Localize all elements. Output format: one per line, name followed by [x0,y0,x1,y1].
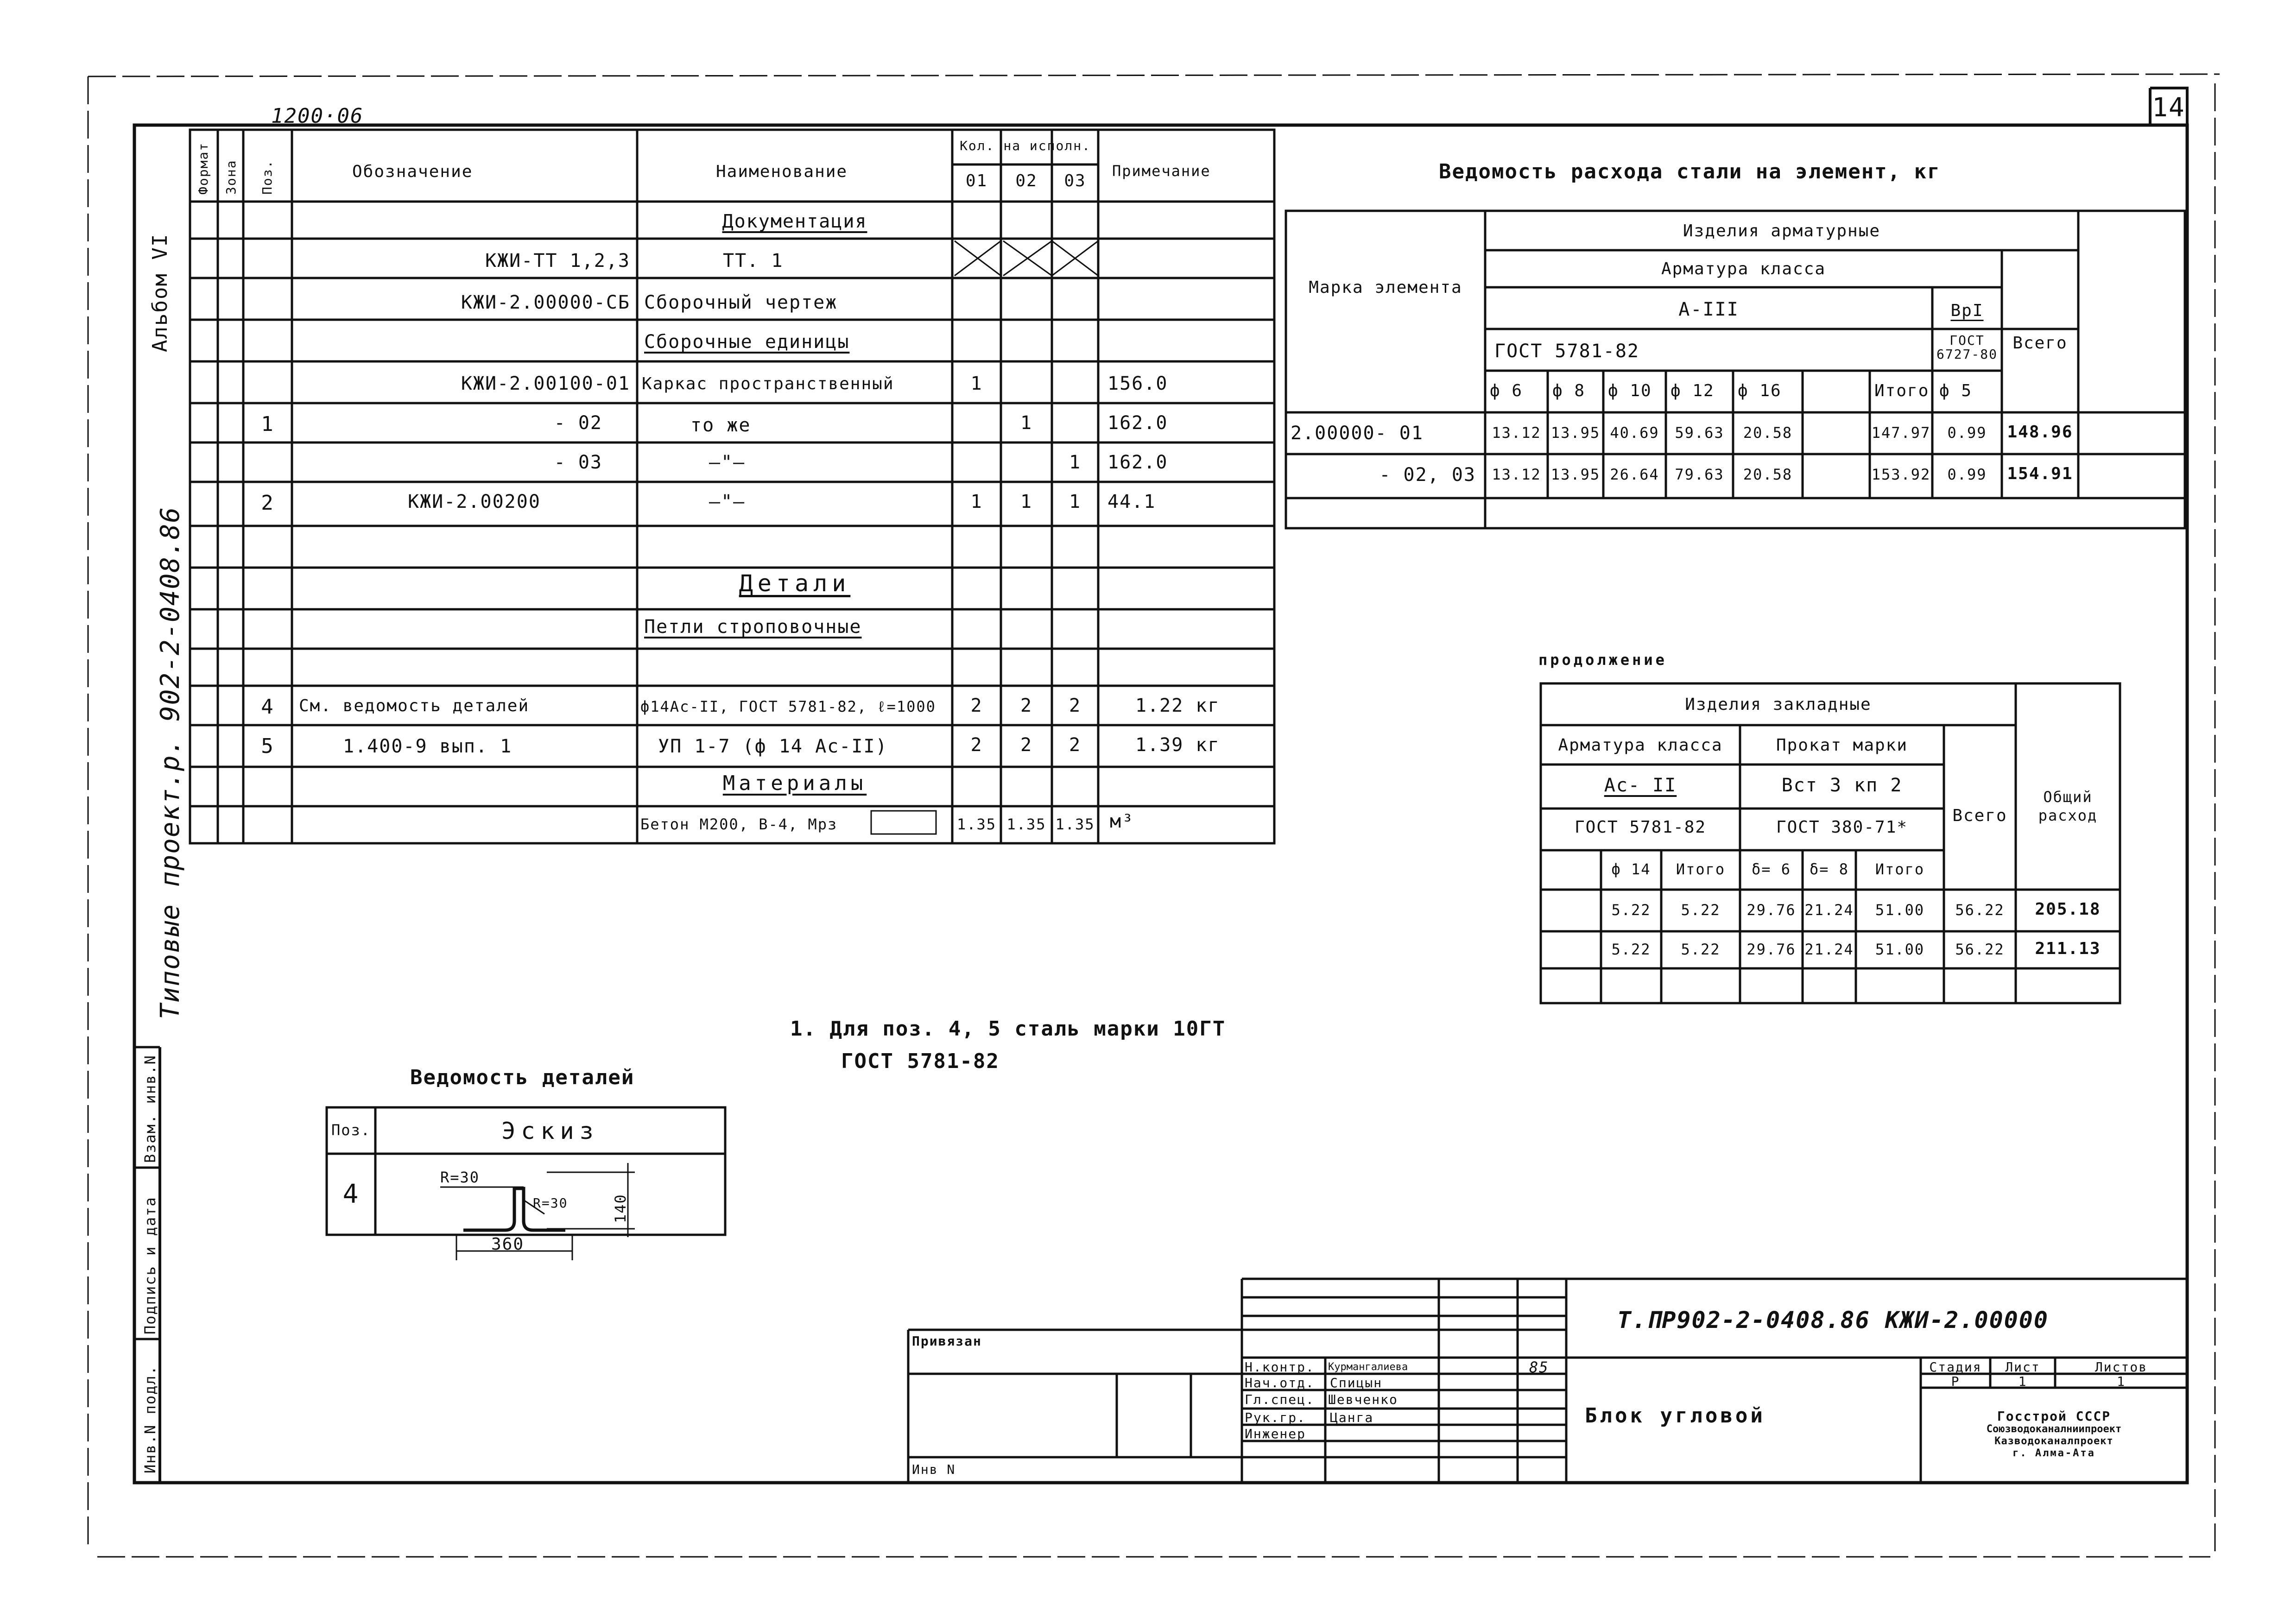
row-q3: 2 [1069,734,1082,756]
row-note: 162.0 [1107,452,1168,473]
role: Нач.отд. [1245,1375,1315,1390]
prokat-header: Прокат марки [1776,736,1908,755]
cell: 13.95 [1550,466,1601,483]
row-mark: 2.00000- 01 [1291,423,1424,444]
total-header: Всего [2012,334,2068,353]
row-designation: 1.400-9 вып. 1 [343,736,513,757]
row-q3: 2 [1069,695,1082,716]
cell: 51.00 [1875,901,1925,919]
gost-vr1: ГОСТ 6727-80 [1936,333,1998,362]
header-name: Наименование [716,162,848,181]
row-q1: 1 [970,491,983,512]
row-q2: 1 [1020,412,1033,434]
row-q3: 1 [1069,452,1082,473]
org-line: Госстрой СССР [1997,1409,2111,1424]
sheet-ref: 1200·06 [271,104,364,128]
cell: 13.95 [1550,424,1601,442]
row-q2: 1.35 [1006,815,1046,833]
row-designation: См. ведомость деталей [299,696,530,715]
row-name: Детали [739,570,851,597]
album-label: Альбом VI [148,233,172,352]
row-pos: 2 [261,491,274,515]
sheet-label: Лист [2005,1359,2040,1375]
row-pos: 1 [261,412,274,436]
row-name: Каркас пространственный [642,374,894,393]
col-header: δ= 6 [1751,860,1791,878]
cell: 40.69 [1610,424,1659,442]
armature-header: Арматура класса [1558,736,1723,755]
row-note: 156.0 [1107,373,1168,394]
grand-total-header: Общий расход [2038,788,2098,824]
row-name: ТТ. 1 [723,250,784,272]
role: Н.контр. [1245,1359,1315,1375]
row-designation: КЖИ-ТТ 1,2,3 [485,250,630,272]
sheet-value: 1 [2018,1374,2027,1389]
row-designation: - 02 [554,412,602,434]
header-format: Формат [196,142,211,195]
product-name: Блок угловой [1585,1404,1765,1428]
header-qty-01: 01 [965,171,988,190]
header-zone: Зона [223,159,239,195]
cell-total: 148.96 [2007,423,2073,442]
org-line: г. Алма-Ата [2012,1447,2095,1459]
cell-grand: 205.18 [2035,900,2101,919]
cell: 51.00 [1875,941,1925,958]
steel-grade: Вст 3 кп 2 [1781,775,1903,796]
replace-field: Взам. инв.N [141,1055,159,1163]
cell: 13.12 [1492,424,1541,442]
cell: 5.22 [1681,941,1721,958]
row-q1: 2 [970,734,983,756]
cell: 5.22 [1681,901,1721,919]
dim-w: 360 [491,1235,525,1254]
row-q2: 2 [1020,734,1033,756]
signature-field: Подпись и дата [141,1196,159,1334]
doc-code: Т.ПР902-2-0408.86 КЖИ-2.00000 [1617,1307,2049,1333]
header-designation: Обозначение [352,162,473,181]
row-q2: 2 [1020,695,1033,716]
cell: 21.24 [1804,941,1854,958]
person-name: Шевченко [1328,1392,1398,1407]
class-a3: А-III [1678,299,1739,320]
col-header: ф 10 [1608,381,1652,400]
cell: 147.97 [1871,424,1931,442]
row-note: 1.39 кг [1135,734,1220,756]
class-vr1: ВрI [1950,301,1984,320]
row-q1: 2 [970,695,983,716]
cell: 0.99 [1947,424,1987,442]
role: Инженер [1245,1426,1306,1441]
gost-a3: ГОСТ 5781-82 [1494,341,1639,362]
mark-header: Марка элемента [1309,278,1462,297]
dim-h: 140 [612,1194,629,1223]
dim-r2: R=30 [533,1195,568,1211]
stage-value: Р [1951,1374,1960,1389]
cell: 20.58 [1743,466,1793,483]
cell: 21.24 [1804,901,1854,919]
continuation-label: продолжение [1538,651,1667,669]
row-note: 1.22 кг [1135,695,1220,716]
row-q3: 1 [1069,491,1082,512]
col-header: Итого [1874,381,1930,400]
col-header: ф 12 [1671,381,1715,400]
sheets-value: 1 [2117,1374,2126,1389]
cell: 5.22 [1611,941,1651,958]
row-name: Бетон М200, В-4, Мрз [640,815,838,833]
cell: 0.99 [1947,466,1987,483]
note-line-1: 1. Для поз. 4, 5 сталь марки 10ГТ [790,1017,1226,1041]
row-q1: 1 [970,373,983,394]
row-designation: КЖИ-2.00200 [408,491,541,512]
person-name: Курмангалиева [1328,1361,1408,1373]
row-pos: 5 [261,734,274,758]
row-name: Сборочные единицы [644,331,850,353]
sheets-label: Листов [2094,1359,2148,1375]
row-name: Сборочный чертеж [644,292,838,313]
col-header: ф 16 [1738,381,1782,400]
note-line-2: ГОСТ 5781-82 [841,1049,1000,1073]
gost-as2: ГОСТ 5781-82 [1574,818,1707,837]
row-name: —"— [709,452,746,473]
cell: 26.64 [1610,466,1659,483]
col-header: ф 8 [1552,381,1586,400]
cell-total: 56.22 [1955,941,2005,958]
gost-prokat: ГОСТ 380-71* [1776,818,1908,837]
person-name: Спицын [1330,1375,1383,1390]
cell: 59.63 [1675,424,1724,442]
cell: 79.63 [1675,466,1724,483]
row-note: м³ [1110,811,1134,832]
row-name: Документация [722,211,867,232]
total-header: Всего [1952,806,2007,825]
steel-table-title: Ведомость расхода стали на элемент, кг [1439,160,1941,183]
cell-grand: 211.13 [2035,939,2101,958]
cell-total: 154.91 [2007,464,2073,483]
details-pos: 4 [342,1179,360,1209]
details-sketch-header: Эскиз [501,1118,599,1144]
subgroup-header: Арматура класса [1661,259,1826,278]
person-name: Цанга [1330,1410,1374,1425]
row-name: то же [690,415,751,436]
row-name: Материалы [722,771,867,795]
row-q3: 1.35 [1055,815,1095,833]
row-q2: 1 [1020,491,1033,512]
row-designation: КЖИ-2.00100-01 [461,373,630,394]
cell: 29.76 [1746,941,1796,958]
cell: 13.12 [1492,466,1541,483]
col-header: Итого [1875,860,1925,878]
row-name: УП 1-7 (ф 14 Ас-II) [658,736,888,757]
header-qty-03: 03 [1064,171,1086,190]
header-qty-02: 02 [1015,171,1038,190]
row-name: ф14Ас-II, ГОСТ 5781-82, ℓ=1000 [640,698,936,715]
cell-total: 56.22 [1955,901,2005,919]
col-header: δ= 8 [1809,860,1849,878]
group-header: Изделия арматурные [1683,221,1881,240]
cell: 153.92 [1871,466,1931,483]
header-pos: Поз. [259,159,275,195]
group-header: Изделия закладные [1685,695,1872,714]
inv-label: Инв N [912,1462,956,1477]
privyazan-label: Привязан [912,1333,982,1349]
role: Гл.спец. [1245,1392,1315,1407]
sign-date: 85 [1529,1359,1549,1376]
col-header: ф 5 [1939,381,1973,400]
row-note: 162.0 [1107,412,1168,434]
dim-r1: R=30 [440,1169,480,1186]
stage-label: Стадия [1929,1359,1982,1375]
project-label: Типовые проект.р. 902-2-0408.86 [155,506,185,1019]
cell: 29.76 [1746,901,1796,919]
col-header: ф 6 [1490,381,1523,400]
org-line: Казводоканалпроект [1994,1435,2113,1447]
col-header: Итого [1676,860,1726,878]
col-header: ф 14 [1611,860,1651,878]
row-mark: - 02, 03 [1379,464,1476,486]
details-pos-header: Поз. [331,1121,371,1139]
row-name: —"— [709,491,746,512]
cell: 5.22 [1611,901,1651,919]
class-as2: Ас- II [1604,775,1677,796]
inv-field: Инв.N подл. [141,1365,159,1473]
row-designation: - 03 [554,452,602,473]
row-name: Петли строповочные [644,616,862,638]
row-q1: 1.35 [956,815,997,833]
row-designation: КЖИ-2.00000-СБ [461,292,630,313]
row-note: 44.1 [1107,491,1156,512]
row-pos: 4 [261,695,274,719]
header-note: Примечание [1112,162,1211,180]
org-line: Союзводоканалниипроект [1986,1423,2122,1435]
role: Рук.гр. [1245,1410,1306,1425]
header-qty-group: Кол. на исполн. [960,138,1091,153]
cell: 20.58 [1743,424,1793,442]
details-title: Ведомость деталей [410,1066,635,1089]
sheet-number: 14 [2152,93,2185,123]
